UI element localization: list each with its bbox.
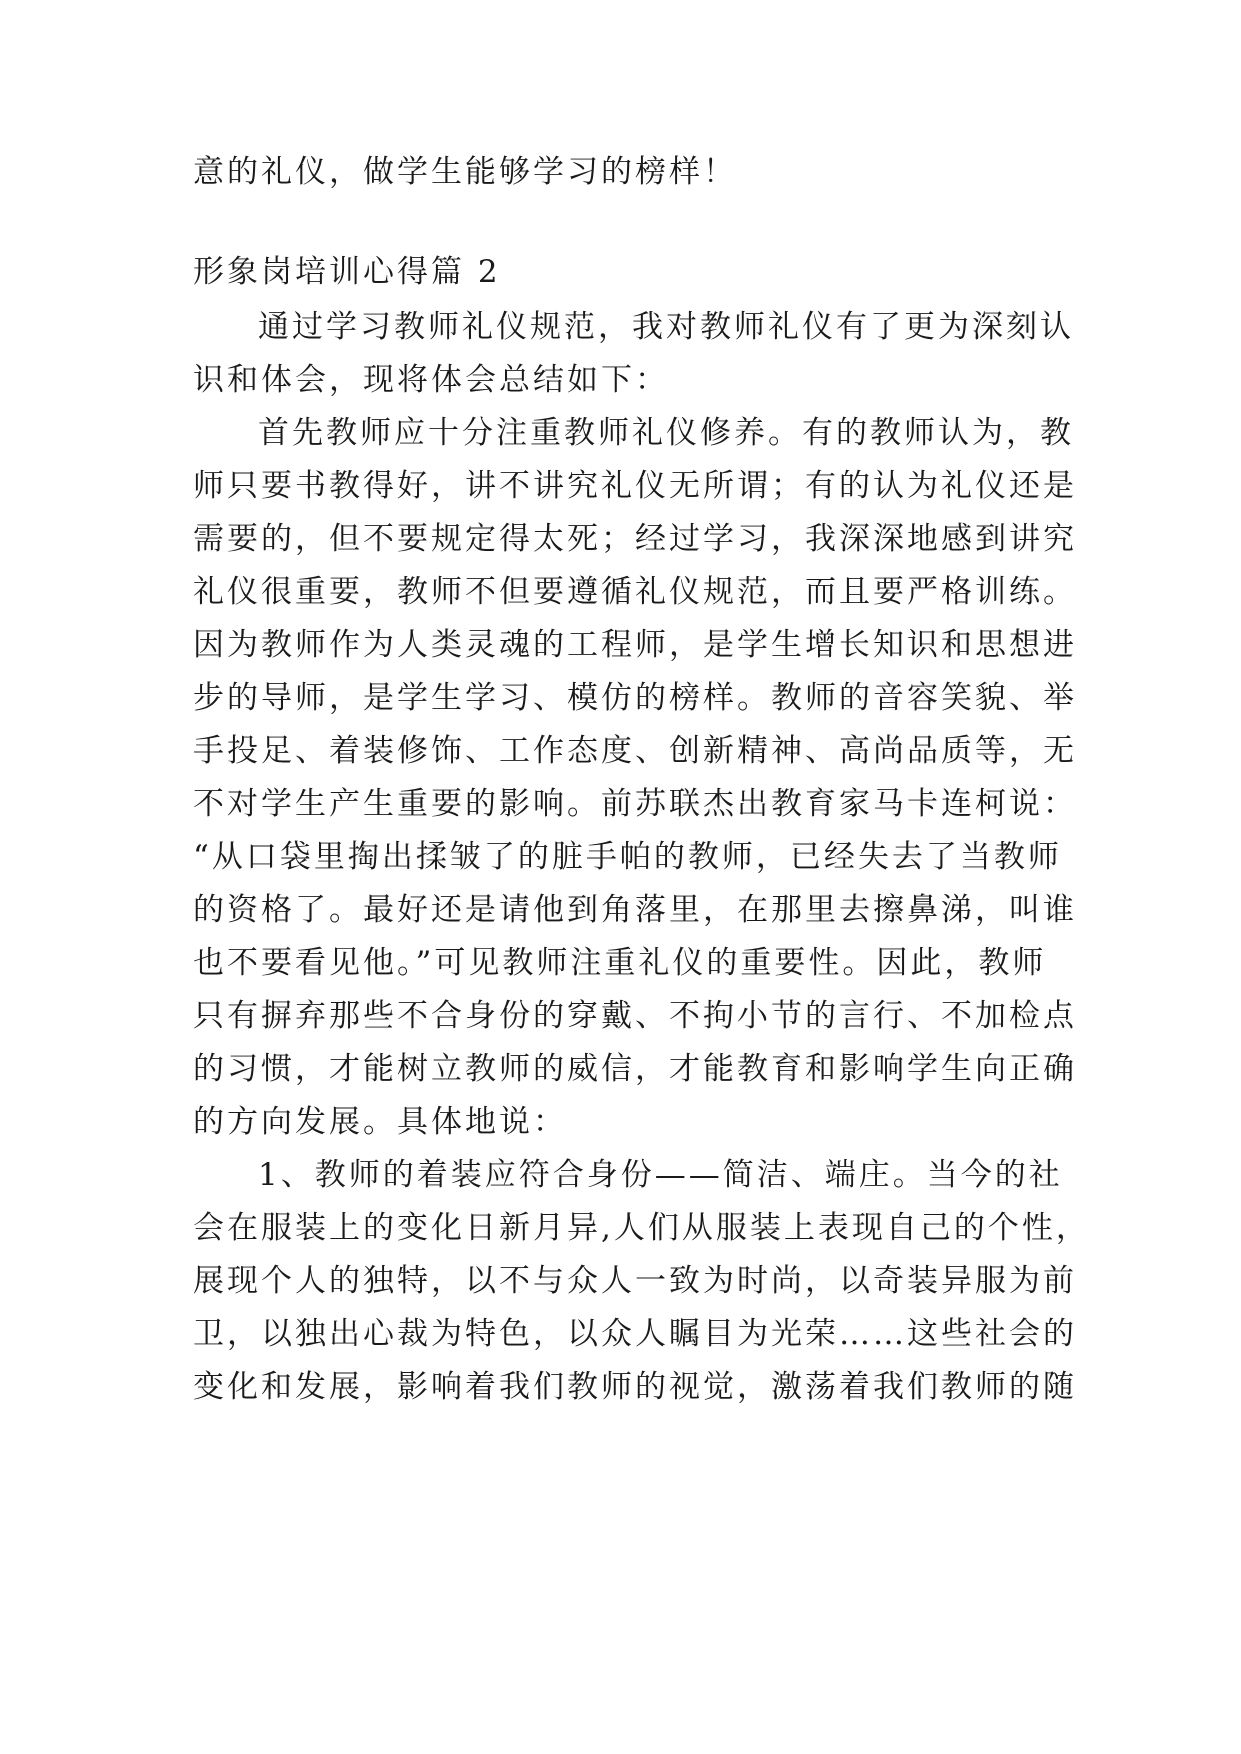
paragraph-line: 变化和发展，影响着我们教师的视觉，激荡着我们教师的随 — [193, 1369, 1077, 1405]
paragraph-line: 会在服装上的变化日新月异,人们从服装上表现自己的个性， — [193, 1210, 1090, 1246]
paragraph-line: 步的导师，是学生学习、模仿的榜样。教师的音容笑貌、举 — [193, 680, 1077, 716]
paragraph-line: 也不要看见他。”可见教师注重礼仪的重要性。因此，教师 — [193, 945, 1047, 981]
paragraph-line: 的方向发展。具体地说： — [193, 1104, 567, 1140]
paragraph-line: 展现个人的独特，以不与众人一致为时尚，以奇装异服为前 — [193, 1263, 1077, 1299]
paragraph-line: 只有摒弃那些不合身份的穿戴、不拘小节的言行、不加检点 — [193, 998, 1077, 1034]
paragraph-line: 的习惯，才能树立教师的威信，才能教育和影响学生向正确 — [193, 1051, 1077, 1087]
paragraph-line: 首先教师应十分注重教师礼仪修养。有的教师认为，教 — [258, 415, 1074, 451]
section-title: 形象岗培训心得篇 2 — [193, 254, 501, 290]
continuation-line: 意的礼仪，做学生能够学习的榜样！ — [193, 154, 737, 190]
paragraph-line: 需要的，但不要规定得太死；经过学习，我深深地感到讲究 — [193, 521, 1077, 557]
paragraph-line: 的资格了。最好还是请他到角落里，在那里去擦鼻涕，叫谁 — [193, 892, 1077, 928]
paragraph-line: “从口袋里掏出揉皱了的脏手帕的教师，已经失去了当教师 — [193, 839, 1062, 875]
paragraph-line: 师只要书教得好，讲不讲究礼仪无所谓；有的认为礼仪还是 — [193, 468, 1077, 504]
paragraph-line: 手投足、着装修饰、工作态度、创新精神、高尚品质等，无 — [193, 733, 1077, 769]
paragraph-line: 卫，以独出心裁为特色，以众人瞩目为光荣……这些社会的 — [193, 1316, 1077, 1352]
paragraph-line: 礼仪很重要，教师不但要遵循礼仪规范，而且要严格训练。 — [193, 574, 1077, 610]
paragraph-line: 因为教师作为人类灵魂的工程师，是学生增长知识和思想进 — [193, 627, 1077, 663]
paragraph-line: 识和体会，现将体会总结如下： — [193, 362, 669, 398]
paragraph-line: 不对学生产生重要的影响。前苏联杰出教育家马卡连柯说： — [193, 786, 1077, 822]
paragraph-line: 通过学习教师礼仪规范，我对教师礼仪有了更为深刻认 — [258, 309, 1074, 345]
paragraph-line: 1、教师的着装应符合身份——简洁、端庄。当今的社 — [258, 1157, 1063, 1193]
